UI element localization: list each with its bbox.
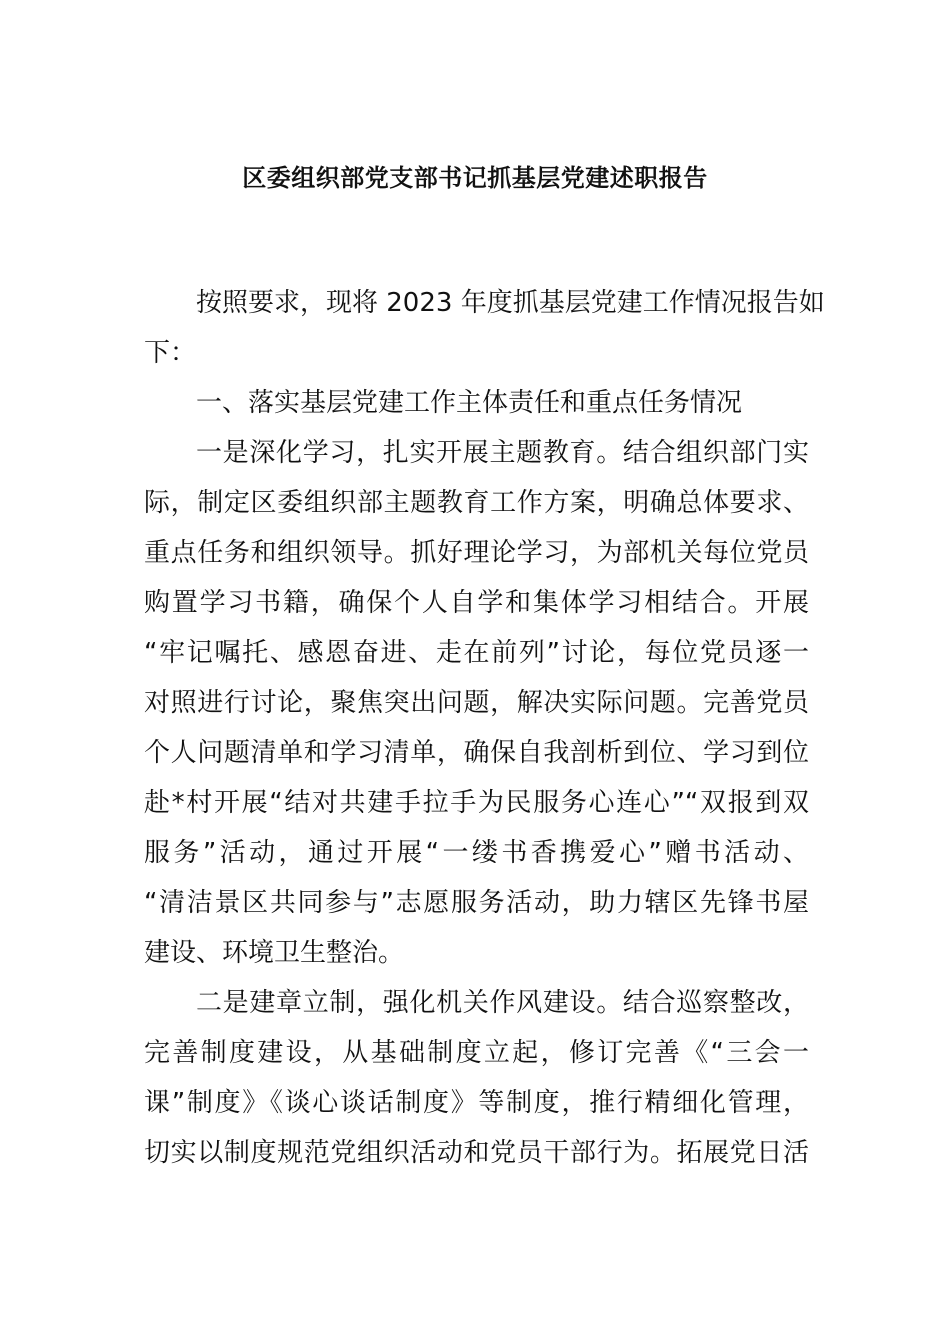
paragraph-line: “牢记嘱托、感恩奋进、走在前列”讨论，每位党员逐一 xyxy=(144,638,809,668)
paragraph-line: 重点任务和组织领导。抓好理论学习，为部机关每位党员 xyxy=(144,538,809,568)
paragraph-line: 完善制度建设，从基础制度立起，修订完善《“三会一 xyxy=(144,1038,809,1068)
paragraph-line: 课”制度》《谈心谈话制度》等制度，推行精细化管理， xyxy=(144,1088,809,1118)
paragraph-line: 服务”活动，通过开展“一缕书香携爱心”赠书活动、 xyxy=(144,838,809,868)
paragraph-line: 对照进行讨论，聚焦突出问题，解决实际问题。完善党员 xyxy=(144,688,809,718)
section-heading: 一、落实基层党建工作主体责任和重点任务情况 xyxy=(196,388,743,418)
paragraph-line: 建设、环境卫生整治。 xyxy=(144,938,405,968)
paragraph-line: 一是深化学习，扎实开展主题教育。结合组织部门实 xyxy=(196,438,809,468)
paragraph-line: “清洁景区共同参与”志愿服务活动，助力辖区先锋书屋 xyxy=(144,888,809,918)
document-title: 区委组织部党支部书记抓基层党建述职报告 xyxy=(242,164,708,192)
paragraph-line: 按照要求，现将 2023 年度抓基层党建工作情况报告如 xyxy=(196,288,825,318)
paragraph-line: 赴*村开展“结对共建手拉手为民服务心连心”“双报到双 xyxy=(144,788,809,818)
paragraph-line: 二是建章立制，强化机关作风建设。结合巡察整改， xyxy=(196,988,809,1018)
paragraph-line: 切实以制度规范党组织活动和党员干部行为。拓展党日活 xyxy=(144,1138,809,1168)
paragraph-line: 个人问题清单和学习清单，确保自我剖析到位、学习到位 xyxy=(144,738,809,768)
paragraph-line: 际，制定区委组织部主题教育工作方案，明确总体要求、 xyxy=(144,488,809,518)
paragraph-line: 购置学习书籍，确保个人自学和集体学习相结合。开展 xyxy=(144,588,809,618)
paragraph-line: 下： xyxy=(144,338,197,368)
